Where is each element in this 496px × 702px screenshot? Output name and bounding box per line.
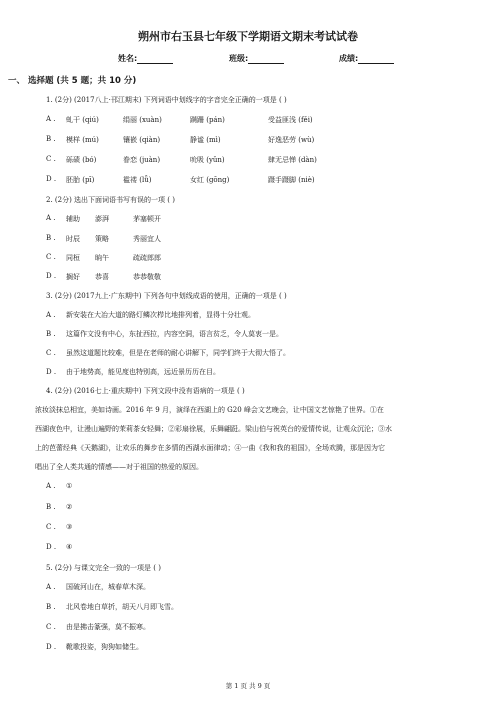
option-letter: D .: [46, 368, 57, 376]
option-word: 策略: [95, 235, 109, 243]
option-letter: A .: [46, 311, 56, 319]
option-text: 由是拂击篆强，莫不振寒。: [66, 623, 150, 631]
passage-line: 浓妆淡抹总相宜，美如诗画。2016 年 9 月，演绎在西湖上的 G20 峰会文艺晚会，让中国文艺惊艳了世界。①在: [35, 406, 384, 414]
option-word: 女红 (gōng): [190, 176, 230, 184]
option-letter: C .: [46, 253, 56, 261]
question-2-stem: 2. (2分) 选出下面词语书写有误的一项 ( ): [46, 196, 175, 204]
option-text: 这篇作文没有中心，东扯西拉，内容空洞，语言贫乏，令人莫衷一是。: [66, 330, 283, 338]
option-word: 虬干 (qiú): [66, 116, 99, 124]
option-text: 虽然这道题比较难，但是在老师的耐心讲解下，同学们终于大彻大悟了。: [66, 349, 290, 357]
option-letter: A .: [46, 115, 56, 123]
question-5-option-d: [46, 642, 143, 652]
name-blank: [137, 55, 173, 64]
question-5-option-b: [46, 602, 178, 612]
section-title: 一、 选择题 (共 5 题；共 10 分): [8, 76, 137, 86]
option-word: 好逸恶劳 (wù): [268, 136, 315, 144]
name-label: 姓名:: [118, 54, 138, 63]
question-2-option-a: [46, 214, 161, 223]
question-2-option-b: [46, 234, 161, 243]
page-title: 朔州市右玉县七年级下学期语文期末考试试卷: [138, 30, 358, 43]
question-1-option-b: [46, 135, 315, 144]
option-text: ③: [66, 523, 73, 531]
option-word: 同桓: [66, 254, 80, 262]
option-text: 北风卷地白草折，胡天八月即飞雪。: [66, 603, 178, 611]
option-word: 砾碛 (bó): [66, 156, 97, 164]
option-word: 眷恋 (juàn): [123, 156, 161, 164]
option-word: 恭喜: [95, 273, 109, 281]
option-word: 镶嵌 (qiàn): [123, 136, 161, 144]
option-letter: D .: [46, 643, 57, 651]
question-4-option-b: [46, 503, 72, 511]
option-letter: D .: [46, 272, 57, 280]
passage-line: 西湖夜色中，让漫山遍野的茉莉茶女轻舞；②彩扇徐展，乐舞翩跹。梁山伯与祝英台的爱情传说，让观众沉沦；③水: [35, 425, 392, 433]
option-text: 新安装在大冶大道的路灯鳞次栉比地排列着，显得十分壮观。: [66, 311, 255, 319]
option-text: 由于地势高，能见度也特别高，远近景历历在目。: [66, 368, 220, 376]
option-word: 茅塞顿开: [133, 215, 161, 223]
question-2-option-d: [46, 272, 161, 281]
class-label: 班级:: [229, 54, 249, 63]
name-field: [118, 53, 173, 64]
question-5-stem: 5. (2分) 与课文完全一致的一项是 ( ): [46, 564, 161, 572]
option-word: 绢丽 (xuàn): [123, 116, 162, 124]
option-letter: C .: [46, 155, 56, 163]
question-5-option-c: [46, 622, 150, 632]
option-word: 胚胎 (pī): [66, 176, 95, 184]
option-word: 澎湃: [95, 215, 109, 223]
option-letter: C .: [46, 349, 56, 357]
question-3-option-b: [46, 329, 283, 339]
option-letter: A .: [46, 583, 56, 591]
option-word: 蹒跚 (pán): [190, 116, 225, 124]
question-1-option-a: [46, 115, 313, 124]
question-3-stem: 3. (2分) (2017九上·广东期中) 下列各句中划线成语的使用，正确的一项是 ( ): [46, 292, 287, 300]
option-text: ②: [66, 503, 73, 511]
option-text: 国破河山在，城春草木深。: [66, 583, 150, 591]
option-word: 恭恭敬敬: [133, 273, 161, 281]
score-blank: [358, 55, 394, 64]
option-word: 受益匪浅 (fěi): [268, 116, 313, 124]
option-word: 搁好: [66, 273, 80, 281]
class-field: [229, 53, 284, 64]
option-letter: C .: [46, 523, 56, 531]
option-word: 疏疏郎郎: [133, 254, 161, 262]
option-word: 吮吸 (yǔn): [190, 156, 225, 164]
option-word: 辅助: [66, 215, 80, 223]
option-word: 褴褛 (lǚ): [123, 176, 152, 184]
question-4-stem: 4. (2分) (2016七上·重庆期中) 下列文段中没有语病的一项是 ( ): [46, 387, 245, 395]
question-3-option-a: [46, 310, 255, 320]
option-letter: B .: [46, 330, 56, 338]
option-letter: D .: [46, 543, 57, 551]
option-text: ①: [66, 482, 73, 490]
question-3-option-d: [46, 367, 220, 377]
option-letter: C .: [46, 623, 56, 631]
question-2-option-c: [46, 253, 161, 262]
option-word: 模样 (mú): [66, 136, 99, 144]
option-letter: D .: [46, 175, 57, 183]
option-word: 晌午: [95, 254, 109, 262]
question-4-option-d: [46, 543, 72, 551]
option-letter: B .: [46, 603, 56, 611]
question-3-option-c: [46, 348, 290, 358]
option-letter: B .: [46, 135, 56, 143]
passage-line: 唱出了全人类共通的情感——对于祖国的热爱的原因。: [35, 463, 203, 471]
option-letter: A .: [46, 214, 56, 222]
option-letter: B .: [46, 503, 56, 511]
question-1-option-d: [46, 175, 315, 184]
question-5-option-a: [46, 582, 150, 592]
option-text: 靴歌投姿，狗狗如储生。: [66, 643, 143, 651]
question-4-option-a: [46, 482, 72, 490]
option-word: 肆无忌惮 (dàn): [268, 156, 317, 164]
option-word: 静谧 (mì): [190, 136, 221, 144]
class-blank: [248, 55, 284, 64]
option-word: 时辰: [66, 235, 80, 243]
option-text: ④: [66, 543, 73, 551]
option-word: 秀丽宜人: [133, 235, 161, 243]
option-letter: A .: [46, 482, 56, 490]
question-1-option-c: [46, 155, 317, 164]
option-word: 蹑手蹑脚 (niè): [268, 176, 315, 184]
option-letter: B .: [46, 234, 56, 242]
passage-line: 上的芭蕾经典《天鹅湖》，让欢乐的舞步在多情的西湖水面律动；④一曲《我和我的祖国》，全场欢腾，那是因为它: [35, 444, 385, 452]
question-1-stem: 1. (2分) (2017八上·邗江期末) 下列词语中划线字的字音完全正确的一项是 ( ): [46, 96, 287, 104]
score-field: [339, 53, 394, 64]
question-4-option-c: [46, 523, 72, 531]
page-footer: 第 1 页 共 9 页: [225, 682, 271, 690]
score-label: 成绩:: [339, 54, 359, 63]
